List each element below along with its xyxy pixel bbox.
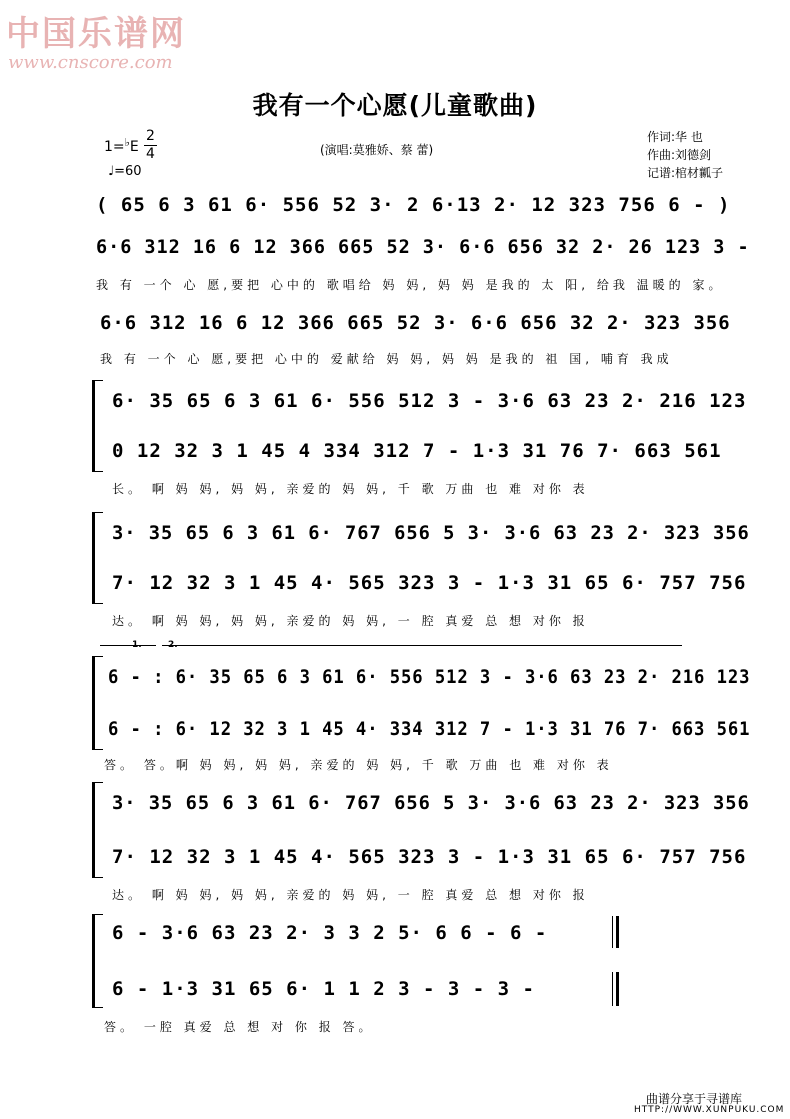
time-signature-bottom: 4 xyxy=(146,146,155,162)
notation-line: 6 - 1·3 31 65 6· 1 1 2 3 - 3 - 3 - xyxy=(112,978,535,1000)
final-barline-thick xyxy=(616,972,619,1006)
composer: 作曲:刘德剑 xyxy=(647,148,712,162)
intro-row xyxy=(96,194,750,222)
notation-line: 7· 12 32 3 1 45 4· 565 323 3 - 1·3 31 65 6· 757 756 xyxy=(112,572,747,594)
lyric-line: 长。 啊 妈 妈, 妈 妈, 亲爱的 妈 妈, 千 歌 万曲 也 难 对你 表 xyxy=(112,482,589,496)
system-brace xyxy=(92,380,103,472)
watermark-url: www.cnscore.com xyxy=(8,52,173,73)
system-brace xyxy=(92,656,103,750)
time-signature-top: 2 xyxy=(146,128,155,144)
tempo-marking: ♩=60 xyxy=(108,164,142,179)
key-signature xyxy=(104,136,139,155)
system-brace xyxy=(92,782,103,878)
lyric-line: 我 有 一个 心 愿,要把 心中的 爱献给 妈 妈, 妈 妈 是我的 祖 国, 哺育 我成 xyxy=(100,352,673,366)
notation-line: 6 - 3·6 63 23 2· 3 3 2 5· 6 6 - 6 - xyxy=(112,922,548,944)
lyric-line: 我 有 一个 心 愿,要把 心中的 歌唱给 妈 妈, 妈 妈 是我的 太 阳, 给我 温暖的 家。 xyxy=(96,278,725,292)
upper-voice-row xyxy=(112,922,622,950)
key-label: 1= xyxy=(104,139,125,155)
credits xyxy=(647,128,723,182)
watermark-site-name: 中国乐谱网 xyxy=(6,14,186,54)
notation-line: ( 65 6 3 61 6· 556 52 3· 2 6·13 2· 12 323 756 6 - ) xyxy=(96,194,731,216)
lyric-line: 答。 一腔 真爱 总 想 对 你 报 答。 xyxy=(104,1020,375,1034)
lower-voice-row xyxy=(112,978,622,1006)
lower-voice-row xyxy=(112,846,750,874)
melody-row xyxy=(96,236,750,264)
final-barline-thin xyxy=(612,972,613,1006)
lower-voice-row xyxy=(108,718,750,746)
second-ending-bracket xyxy=(162,645,682,646)
lyric-line: 答。 答。啊 妈 妈, 妈 妈, 亲爱的 妈 妈, 千 歌 万曲 也 难 对你 表 xyxy=(104,758,613,772)
upper-voice-row xyxy=(112,792,750,820)
notation-line: 6·6 312 16 6 12 366 665 52 3· 6·6 656 32 2· 323 356 xyxy=(100,312,731,334)
notation-line: 7· 12 32 3 1 45 4· 565 323 3 - 1·3 31 65 6· 757 756 xyxy=(112,846,747,868)
notation-line: 3· 35 65 6 3 61 6· 767 656 5 3· 3·6 63 23 2· 323 356 xyxy=(112,792,750,814)
notation-line: 6 - : 6· 12 32 3 1 45 4· 334 312 7 - 1·3 31 76 7· 663 561 xyxy=(108,718,751,740)
notation-line: 6· 35 65 6 3 61 6· 556 512 3 - 3·6 63 23 2· 216 123 xyxy=(112,390,747,412)
footer-url: HTTP://WWW.XUNPUKU.COM xyxy=(634,1105,785,1115)
key-note: E xyxy=(129,139,139,155)
flat-symbol: ♭ xyxy=(124,136,130,149)
upper-voice-row xyxy=(108,666,750,694)
notation-line: 0 12 32 3 1 45 4 334 312 7 - 1·3 31 76 7· 663 561 xyxy=(112,440,722,462)
final-barline-thin xyxy=(612,916,613,948)
page-title: 我有一个心愿(儿童歌曲) xyxy=(252,91,538,120)
notation-line: 6·6 312 16 6 12 366 665 52 3· 6·6 656 32 2· 26 123 3 - xyxy=(96,236,750,258)
final-barline-thick xyxy=(616,916,619,948)
system-brace xyxy=(92,512,103,604)
lyric-line: 达。 啊 妈 妈, 妈 妈, 亲爱的 妈 妈, 一 腔 真爱 总 想 对你 报 xyxy=(112,888,589,902)
performers: (演唱:莫雅娇、蔡 蕾) xyxy=(320,143,434,157)
system-brace xyxy=(92,914,103,1008)
notation-line: 3· 35 65 6 3 61 6· 767 656 5 3· 3·6 63 23 2· 323 356 xyxy=(112,522,750,544)
lyric-line: 达。 啊 妈 妈, 妈 妈, 亲爱的 妈 妈, 一 腔 真爱 总 想 对你 报 xyxy=(112,614,589,628)
lyricist: 作词:华 也 xyxy=(647,130,703,144)
notation-line: 6 - : 6· 35 65 6 3 61 6· 556 512 3 - 3·6 63 23 2· 216 123 xyxy=(108,666,751,688)
second-ending-label: 2. xyxy=(168,640,178,650)
upper-voice-row xyxy=(112,390,750,418)
lower-voice-row xyxy=(112,572,750,600)
time-signature xyxy=(144,128,157,163)
lower-voice-row xyxy=(112,440,750,468)
footer-source: 曲谱分享于寻谱库 xyxy=(646,1092,743,1106)
melody-row xyxy=(100,312,730,340)
first-ending-label: 1. xyxy=(132,640,142,650)
first-ending-bracket xyxy=(100,645,156,646)
transcriber: 记谱:棺材瓤子 xyxy=(647,166,724,180)
upper-voice-row xyxy=(112,522,750,550)
